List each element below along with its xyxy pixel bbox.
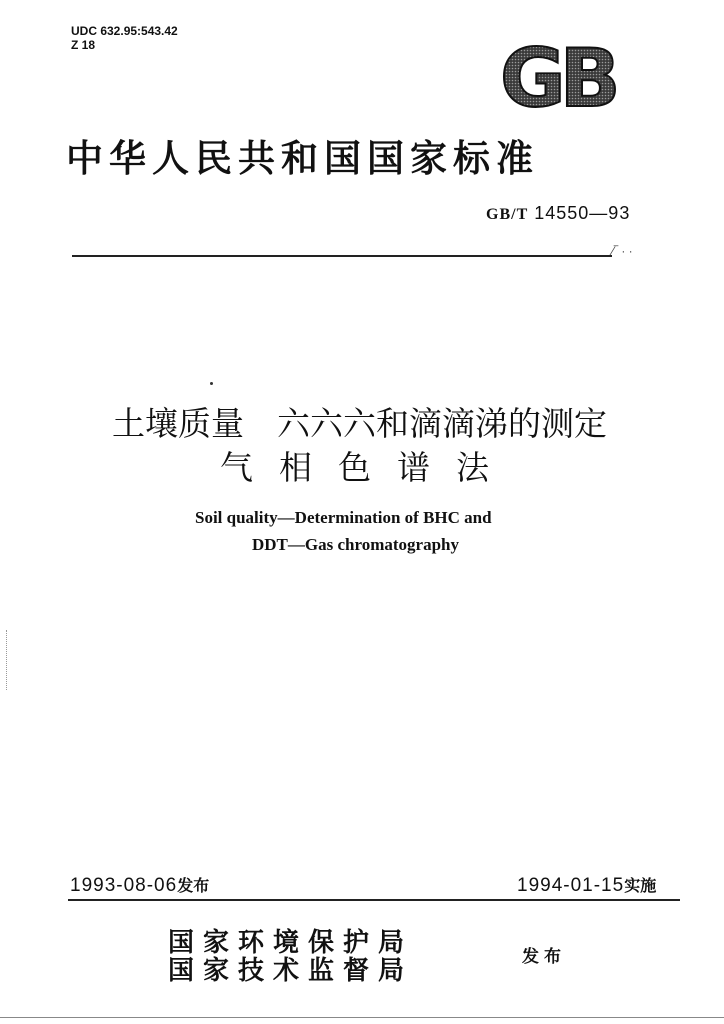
issue-date-value: 1993-08-06 bbox=[70, 875, 178, 896]
issue-date bbox=[70, 873, 209, 897]
title-cn-line1: 土壤质量 六六六和滴滴涕的测定 bbox=[112, 404, 607, 443]
margin-dots bbox=[6, 630, 8, 690]
page-bottom-edge bbox=[0, 1017, 724, 1018]
implement-label: 实施 bbox=[624, 876, 657, 895]
gb-logo-graphic bbox=[496, 40, 626, 112]
implement-date-value: 1994-01-15 bbox=[517, 875, 625, 896]
standard-code: 14550—93 bbox=[534, 203, 631, 223]
footer-divider bbox=[68, 899, 680, 901]
logo-text: GB bbox=[500, 40, 615, 112]
title-en-line2: DDT—Gas chromatography bbox=[252, 535, 459, 554]
issuer-line1: 国家环境保护局 bbox=[168, 928, 414, 958]
title-en-line1: Soil quality—Determination of BHC and bbox=[195, 508, 492, 527]
class-line: Z 18 bbox=[71, 38, 96, 52]
issue-label: 发布 bbox=[177, 876, 210, 895]
implement-date bbox=[517, 873, 656, 897]
udc-line: UDC 632.95:543.42 bbox=[71, 24, 178, 38]
main-title: 中华人民共和国国家标准 bbox=[66, 137, 539, 180]
issuer-line2: 国家技术监督局 bbox=[168, 956, 414, 986]
ink-dot bbox=[210, 382, 213, 385]
standard-number bbox=[486, 203, 630, 224]
title-cn-line2: 气相色谱法 bbox=[220, 448, 515, 487]
standard-prefix: GB/T bbox=[486, 206, 529, 223]
divider-tail-mark: ⁄‾ · · bbox=[612, 244, 633, 258]
header-divider bbox=[72, 255, 612, 257]
udc-classification bbox=[71, 24, 178, 52]
gb-logo bbox=[496, 40, 626, 112]
publish-label: 发布 bbox=[522, 947, 566, 967]
